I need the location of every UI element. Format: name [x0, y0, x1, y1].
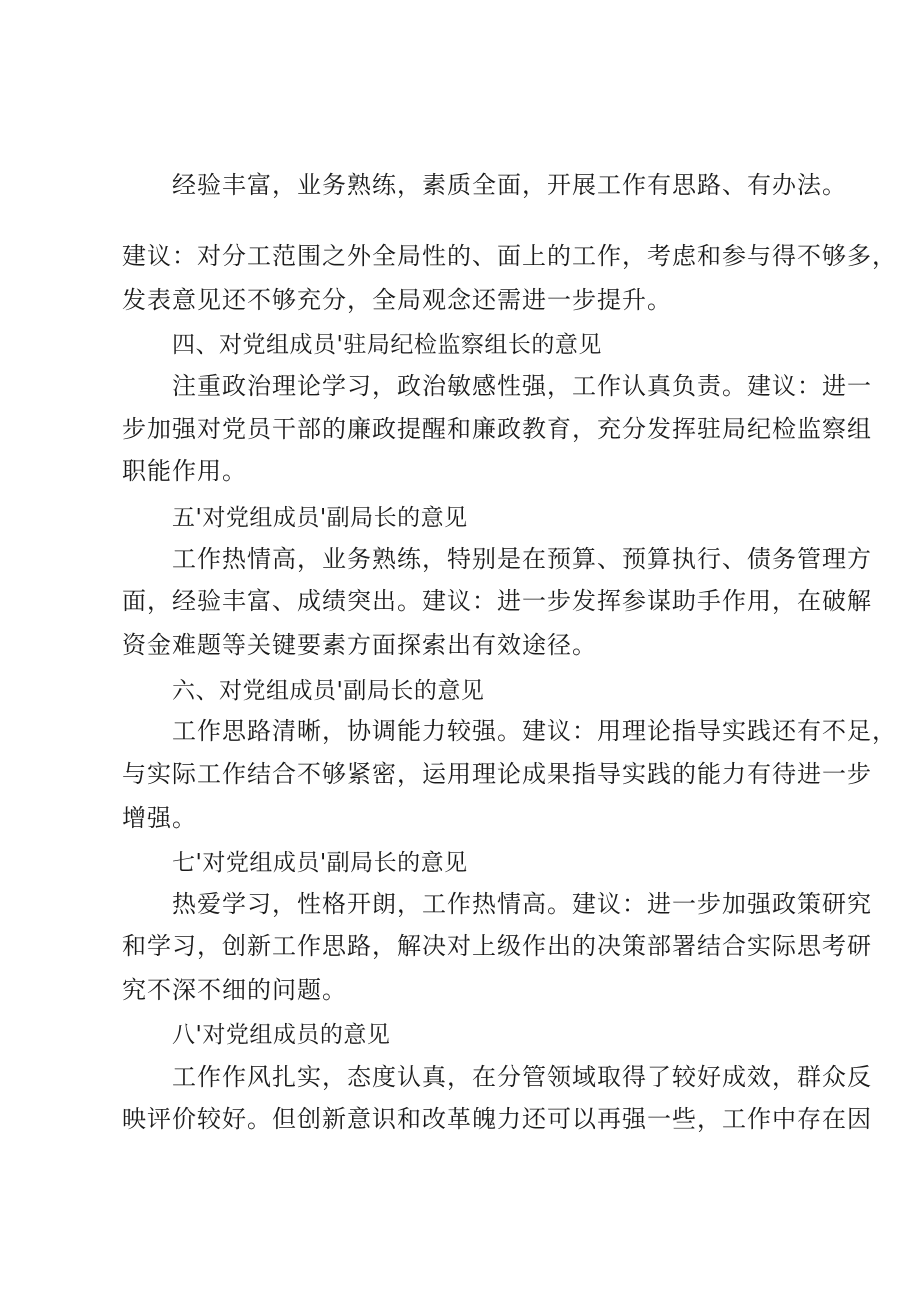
text-line: 工作思路清晰，协调能力较强。建议：用理论指导实践还有不足， [172, 717, 897, 745]
section-heading: 八'对党组成员的意见 [172, 1022, 391, 1048]
text-line: 面，经验丰富、成绩突出。建议：进一步发挥参谋助手作用，在破解 [122, 587, 872, 615]
text-line: 发表意见还不够充分，全局观念还需进一步提升。 [122, 286, 672, 314]
text-line: 与实际工作结合不够紧密，运用理论成果指导实践的能力有待进一步 [122, 760, 872, 788]
section-heading: 六、对党组成员'副局长的意见 [172, 678, 485, 704]
section-heading: 四、对党组成员'驻局纪检监察组长的意见 [172, 332, 602, 358]
text-line: 资金难题等关键要素方面探索出有效途径。 [122, 631, 597, 659]
text-line: 工作热情高，业务熟练，特别是在预算、预算执行、债务管理方 [172, 545, 872, 573]
text-line: 究不深不细的问题。 [122, 976, 347, 1004]
text-line: 经验丰富，业务熟练，素质全面，开展工作有思路、有办法。 [172, 171, 847, 199]
text-line: 和学习，创新工作思路，解决对上级作出的决策部署结合实际思考研 [122, 932, 872, 960]
text-line: 步加强对党员干部的廉政提醒和廉政教育，充分发挥驻局纪检监察组 [122, 415, 872, 443]
text-line: 增强。 [122, 804, 197, 832]
text-line: 映评价较好。但创新意识和改革魄力还可以再强一些，工作中存在因 [122, 1105, 872, 1133]
text-line: 职能作用。 [122, 457, 247, 485]
text-line: 建议：对分工范围之外全局性的、面上的工作，考虑和参与得不够多， [122, 242, 897, 270]
text-line: 热爱学习，性格开朗，工作热情高。建议：进一步加强政策研究 [172, 890, 872, 918]
text-line: 注重政治理论学习，政治敏感性强，工作认真负责。建议：进一 [172, 372, 872, 400]
text-line: 工作作风扎实，态度认真，在分管领域取得了较好成效，群众反 [172, 1063, 872, 1091]
section-heading: 七'对党组成员'副局长的意见 [172, 850, 468, 876]
section-heading: 五'对党组成员'副局长的意见 [172, 505, 468, 531]
